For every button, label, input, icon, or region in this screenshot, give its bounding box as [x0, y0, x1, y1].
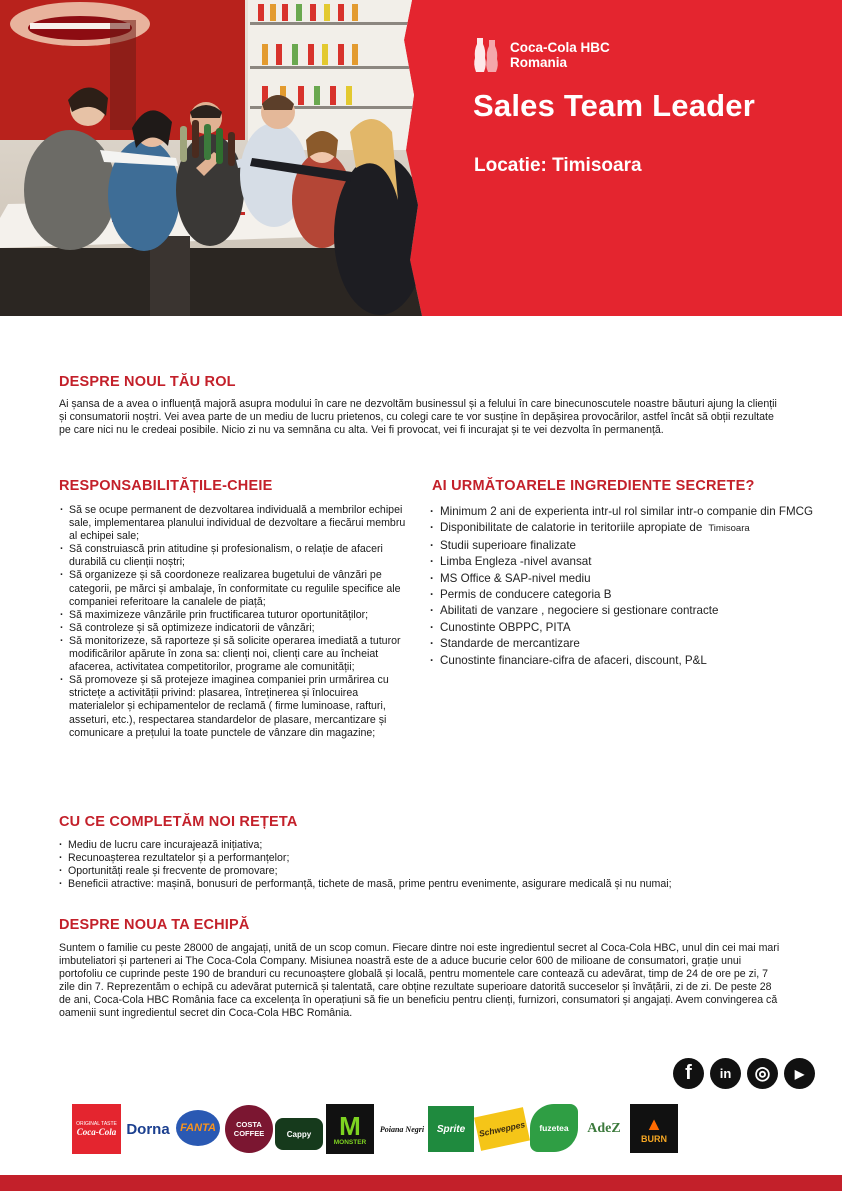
coca-cola-tagline: ORIGINAL TASTE: [76, 1121, 117, 1127]
travel-city: Timisoara: [708, 523, 750, 535]
adez-logo: AdeZ: [587, 1121, 621, 1136]
requirement-item: · MS Office & SAP-nivel mediu: [428, 571, 833, 587]
company-country: Romania: [510, 55, 568, 70]
benefit-item: · Oportunități reale și frecvente de promovare;: [58, 865, 798, 878]
role-description: Ai șansa de a avea o influență majoră asupra modului în care ne dezvoltăm businessul și a felului în care binecunoscutele noastre băuturi ajung la clienții și consumatorii noștri. Vei avea parte de un mediu de lucru prietenos, cu colegi care te vor susține în depășirea provocărilor, astfel încât să obții rezultate pe care nici nu le credeai posibile. Nicio zi nu va semnăna cu alta. Vei fi provocat, vei fi incurajat și te vei dezvolta în permanență.: [59, 398, 777, 437]
requirement-item: · Cunostinte OBPPC, PITA: [428, 620, 833, 636]
responsibility-item: · Să organizeze și să coordoneze realizarea bugetului de vânzări pe categorii, pe mărci și ambalaje, în conformitate cu regulile specifice ale companiei referitoare la canalele de piață;: [59, 569, 409, 608]
footer-bar: [0, 1175, 842, 1191]
requirement-item: · Limba Engleza -nivel avansat: [428, 554, 833, 570]
job-location: Locatie: Timisoara: [474, 155, 642, 176]
coca-cola-logo: ORIGINAL TASTE Coca-Cola: [72, 1104, 121, 1154]
section-title-benefits: CU CE COMPLETĂM NOI REȚETA: [59, 814, 298, 830]
team-description: Suntem o familie cu peste 28000 de angajați, unită de un scop comun. Fiecare dintre noi este ingredientul secret al Coca-Cola HBC, unul din cei mai mari imbuteliatori și parteneri ai The Coca-Cola Company. Misiunea noastră este de a aduce bucurie celor 600 de milioane de consumatori, grație unui portofoliu ce cuprinde peste 190 de branduri cu recunoaștere globală și locală, pentru momentele care contează cu adevărat, timp de 24 de ore pe zi, 7 zile din 7. Reprezentăm o echipă cu adevărat puternică și talentată, care obține rezultate superioare datorită succeselor și învățării, zi de zi. De peste 28 de ani, Coca-Cola HBC România face ca excelența în operațiuni să fie un beneficiu pentru clienți, furnizori, consumatori și angajați. Avem convingerea că oamenii sunt ingredientul secret din Coca-Cola HBC România.: [59, 942, 780, 1020]
social-links: [673, 1058, 815, 1089]
requirements-list: [428, 504, 833, 669]
company-name: Coca-Cola HBC: [510, 40, 610, 55]
benefit-item: · Recunoașterea rezultatelor și a performanțelor;: [58, 852, 798, 865]
fuze-tea-logo: fuzetea: [530, 1104, 578, 1152]
requirement-item: · Standarde de mercantizare: [428, 636, 833, 652]
requirement-text: Disponibilitate de calatorie in teritoriile apropiate de: [440, 521, 703, 535]
contour-bottle-icon: [472, 36, 502, 74]
responsibility-item: · Să construiască prin atitudine și profesionalism, o relație de afaceri durabilă cu clienții noștri;: [59, 543, 409, 569]
section-title-responsibilities: RESPONSABILITĂȚILE-CHEIE: [59, 478, 273, 494]
cappy-logo: Cappy: [275, 1118, 323, 1150]
hero-banner: [0, 0, 842, 316]
facebook-icon[interactable]: f: [673, 1058, 704, 1089]
responsibility-item: · Să se ocupe permanent de dezvoltarea individuală a membrilor echipei sale, implementarea planului individual de dezvoltare a fiecărui membru al echipei sale;: [59, 504, 409, 543]
team-toast-photo: [0, 0, 442, 316]
benefits-list: [58, 839, 798, 891]
responsibilities-list: [59, 504, 409, 740]
requirement-item: · Minimum 2 ani de experienta intr-ul rol similar intr-o companie din FMCG: [428, 504, 833, 520]
fanta-logo: FANTA: [176, 1110, 220, 1146]
burn-logo: ▲ BURN: [630, 1104, 678, 1153]
sprite-logo: Sprite: [428, 1106, 474, 1152]
monster-logo: M MONSTER: [326, 1104, 374, 1154]
job-title: Sales Team Leader: [473, 88, 755, 123]
responsibility-item: · Să promoveze și să protejeze imaginea companiei prin urmărirea cu strictețe a activității privind: plasarea, întreținerea și înlocuirea materialelor și echipamentelor de reclamă ( firme luminoase, rafturi, asseturi, etc.), respectarea standardelor de plasare, mercantizare și comunicare a prețului la toate punctele de vânzare din magazine;: [59, 674, 409, 739]
poiana-negri-logo: Poiana Negri: [379, 1124, 425, 1134]
requirement-item: · Permis de conducere categoria B: [428, 587, 833, 603]
benefit-item: · Beneficii atractive: mașină, bonusuri de performanță, tichete de masă, prime pentru evenimente, asigurare medicală și nu numai;: [58, 878, 798, 891]
dorna-logo: Dorna: [126, 1120, 170, 1138]
youtube-icon[interactable]: ▶: [784, 1058, 815, 1089]
responsibility-item: · Să maximizeze vânzările prin fructificarea tuturor oportunităților;: [59, 609, 409, 622]
requirement-item: · Cunostinte financiare-cifra de afaceri, discount, P&L: [428, 653, 833, 669]
costa-coffee-logo: COSTA COFFEE: [225, 1105, 273, 1153]
flame-icon: ▲: [645, 1113, 663, 1134]
instagram-icon[interactable]: ◎: [747, 1058, 778, 1089]
section-title-team: DESPRE NOUA TA ECHIPĂ: [59, 917, 250, 933]
responsibility-item: · Să monitorizeze, să raporteze și să solicite operarea imediată a tuturor modificărilor apărute în zona sa: clienți noi, clienți care au încheiat afacerea, activitatea competitorilor, programe ale comunității;: [59, 635, 409, 674]
linkedin-icon[interactable]: in: [710, 1058, 741, 1089]
schweppes-logo: Schweppes: [474, 1107, 530, 1151]
requirement-item: · Abilitati de vanzare , negociere si gestionare contracte: [428, 603, 833, 619]
requirement-item: · Studii superioare finalizate: [428, 538, 833, 554]
requirement-item: [428, 520, 833, 537]
benefit-item: · Mediu de lucru care incurajează inițiativa;: [58, 839, 798, 852]
company-logo: [472, 36, 610, 74]
section-title-role: DESPRE NOUL TĂU ROL: [59, 374, 236, 390]
responsibility-item: · Să controleze și să optimizeze indicatorii de vânzări;: [59, 622, 409, 635]
brand-logos-strip: [72, 1104, 712, 1154]
section-title-requirements: AI URMĂTOARELE INGREDIENTE SECRETE?: [432, 478, 755, 494]
